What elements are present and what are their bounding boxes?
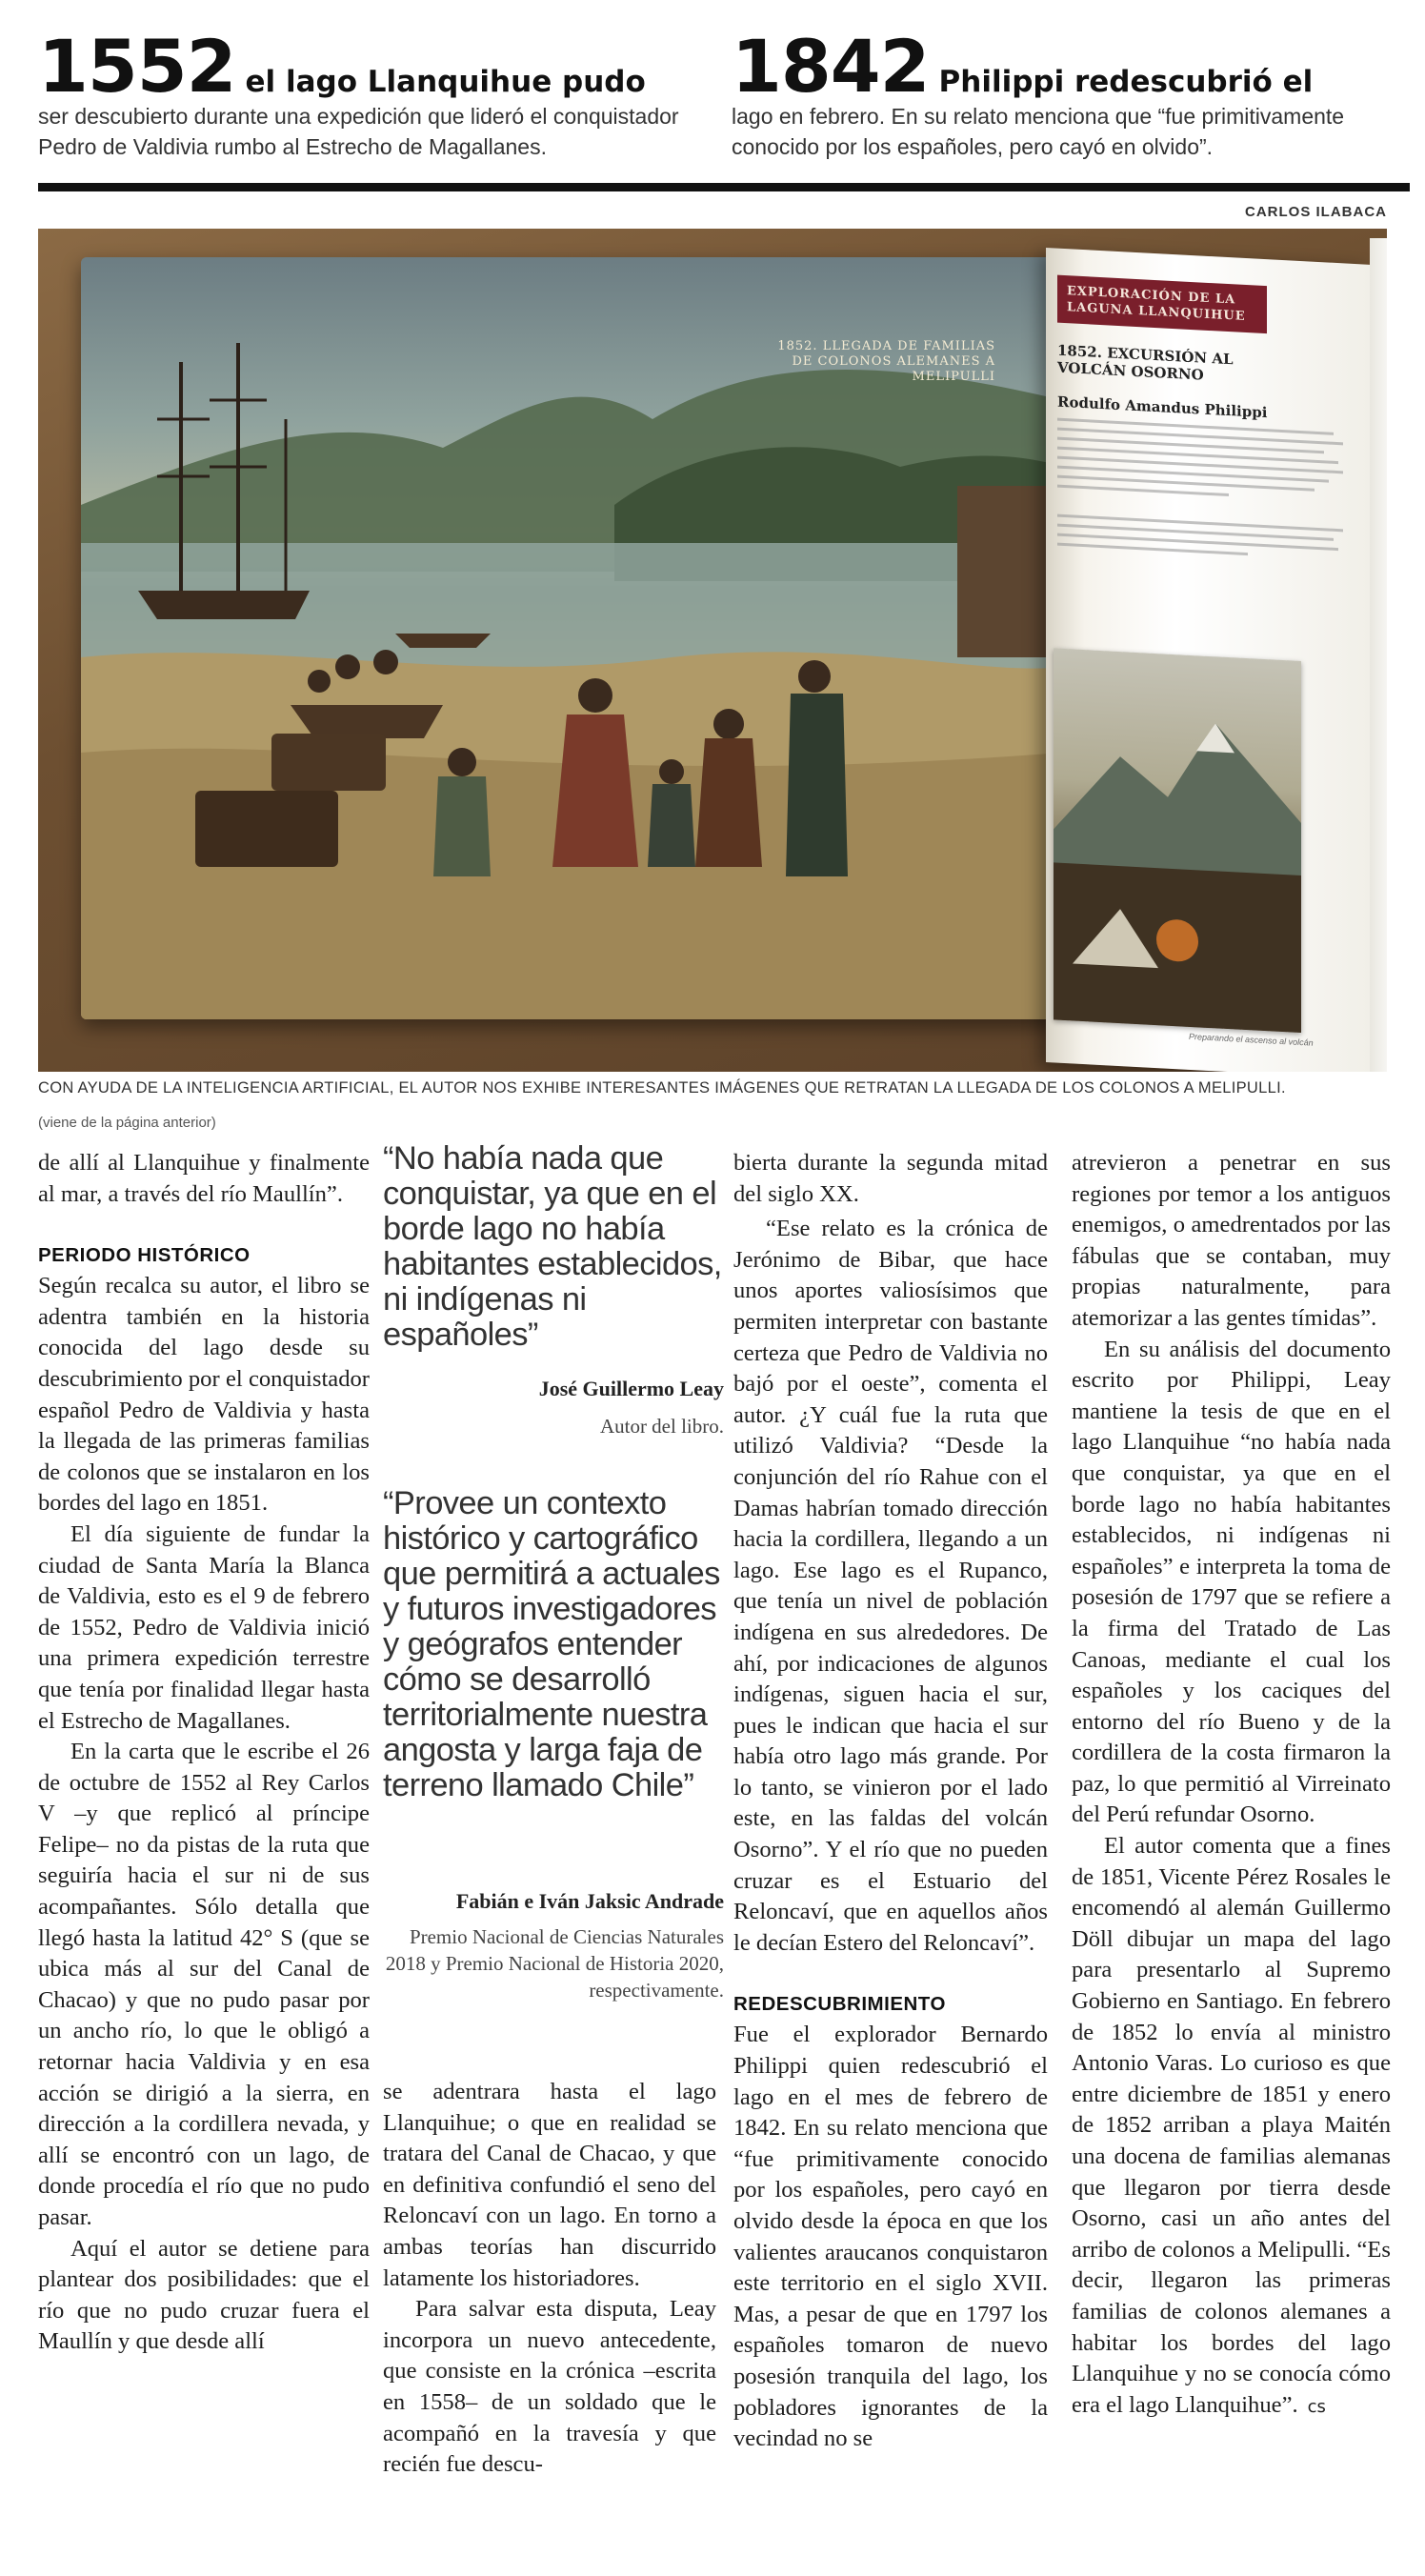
- paragraph: atrevieron a penetrar en sus regiones por temor a los antiguos enemigos, o amedrentados por las fábulas que se contaban, muy propias naturalmente, para atemorizar a las gentes tímidas”.: [1072, 1150, 1391, 1331]
- photo-credit: CARLOS ILABACA: [1245, 204, 1387, 220]
- paragraph: “Ese relato es la crónica de Jerónimo de Bibar, que hace unos aportes valiosísimos que permiten interpretar con bastante certeza que Pedro de Valdivia no bajó por el oeste”, comenta el autor. ¿Y cuál fue la ruta que utilizó Valdivia? “Desde la conjunción del río Rahue con el Damas habrían tomado dirección hacia la cordillera, llegando a un lago. Ese lago es el Rupanco, que tenía un nivel de población indígena en sus alrededores. De ahí, por indicaciones de algunos indígenas, siguen hacia el sur, pues le indican que hacia el sur había otro lago más grande. Por lo tanto, se vinieron por el lado este, en las faldas del volcán Osorno”. Y el río que no pueden cruzar es el Estuario del Reloncaví, que en aquellos años le decían Estero del Reloncaví”.: [733, 1216, 1048, 1956]
- subheading-periodo-historico: PERIODO HISTÓRICO: [38, 1244, 251, 1267]
- book-image-caption: Preparando el ascenso al volcán: [1189, 1031, 1314, 1048]
- photo: [38, 229, 1387, 1072]
- paragraph-text: El autor comenta que a fines de 1851, Vicente Pérez Rosales le encomendó al alemán Guillermo Döll dibujar un mapa del lago para presentarlo al Supremo Gobierno en Santiago. En febrero de 1852 lo envía al ministro Antonio Varas. Lo curioso es que entre diciembre de 1851 y enero de 1852 arriban a playa Maitén una docena de familias alemanas que llegaron por tierra desde Osorno, casi un año antes del arribo de colonos a Melipulli. “Es decir, llegaron las primeras familias de colonos alemanes a habitar los bordes del lago Llanquihue y no se conocía cómo era el lago Llanquihue”.: [1072, 1833, 1391, 2418]
- book-ribbon: EXPLORACIÓN DE LA LAGUNA LLANQUIHUE: [1057, 275, 1267, 334]
- quote-role: Premio Nacional de Ciencias Naturales 2018 y Premio Nacional de Historia 2020, respectivamente.: [385, 1925, 724, 2002]
- factbox-1842: [732, 24, 1389, 162]
- paragraph: se adentrara hasta el lago Llanquihue; o que en realidad se tratara del Canal de Chacao, y que en definitiva confundió el seno del Reloncaví con un lago. En torno a ambas teorías han discurrido latamente los historiadores.: [383, 2079, 716, 2291]
- paragraph: Fue el explorador Bernardo Philippi quien redescubrió el lago en el mes de febrero de 1842. En su relato menciona que “fue primitivamente conocido por los españoles, pero cayó en olvido desde la época en que los valientes araucanos conquistaron este territorio en el siglo XVII. Mas, a pesar de que en 1797 los españoles tomaron de nuevo posesión tranquila del lago, los pobladores ignorantes de la vecindad no se: [733, 2022, 1048, 2452]
- quote-role: Autor del libro.: [599, 1415, 724, 1438]
- painting-caption: 1852. LLEGADA DE FAMILIAS DE COLONOS ALEMANES A MELIPULLI: [777, 339, 995, 384]
- pull-quote-jaksic-attribution: [383, 1889, 724, 2002]
- quote-author: José Guillermo Leay: [538, 1377, 724, 1400]
- paragraph: Aquí el autor se detiene para plantear dos posibilidades: que el río que no pudo cruzar fuera el Maullín y que desde allí: [38, 2235, 370, 2355]
- paragraph: Para salvar esta disputa, Leay incorpora un nuevo antecedente, que consiste en la crónica –escrita en 1558– de un soldado que le acompañó en la travesía y que recién fue descu-: [383, 2296, 716, 2478]
- book-subheading: Rodulfo Amandus Philippi: [1057, 392, 1268, 422]
- photo-caption: CON AYUDA DE LA INTELIGENCIA ARTIFICIAL, EL AUTOR NOS EXHIBE INTERESANTES IMÁGENES QUE RETRATAN LA LLEGADA DE LOS COLONOS A MELIPULLI.: [38, 1079, 1286, 1097]
- column-1: [38, 1148, 370, 2358]
- subheading-redescubrimiento: REDESCUBRIMIENTO: [733, 1993, 946, 2016]
- factbox-text: lago en febrero. En su relato menciona que “fue primitivamente conocido por los españoles, pero cayó en olvido”.: [732, 104, 1345, 159]
- volcano-illustration: [1054, 648, 1301, 1033]
- paragraph: bierta durante la segunda mitad del siglo XX.: [733, 1150, 1048, 1207]
- book-image: [1054, 648, 1301, 1033]
- quote-author: Fabián e Iván Jaksic Andrade: [455, 1889, 724, 1913]
- paragraph: En la carta que le escribe el 26 de octubre de 1552 al Rey Carlos V –y que replicó al príncipe Felipe– no da pistas de la ruta que seguiría hacia el sur ni de sus acompañantes. Sólo detalla que llegó hasta la latitud 42° S (que se ubica más al sur del Canal de Chacao) y que no pudo pasar por un ancho río, lo que le obligó a retornar hacia Valdivia y en esa acción se dirigió a la sierra, en dirección a la cordillera nevada, y allí se encontró con un lago, de donde procedía el río que no pudo pasar.: [38, 1739, 370, 2230]
- pull-quote-leay-attribution: [383, 1377, 724, 1443]
- book-heading: 1852. EXCURSIÓN AL VOLCÁN OSORNO: [1057, 341, 1234, 384]
- column-3: [733, 1148, 1048, 2455]
- pull-quote-jaksic: “Provee un contexto histórico y cartográfico que permitirá a actuales y futuros investigadores y geógrafos entender cómo se desarrolló territorialmente nuestra angosta y larga faja de terreno llamado Chile”: [383, 1485, 720, 1803]
- book-text-lines: [1057, 418, 1343, 568]
- factbox-year: 1552: [38, 24, 236, 109]
- painting-image: [81, 257, 1062, 1019]
- paragraph: Según recalca su autor, el libro se adentra también en la historia conocida del lago desde su descubrimiento por el conquistador español Pedro de Valdivia y hasta la llegada de las primeras familias de colonos que se instalaron en los bordes del lago en 1851.: [38, 1273, 370, 1517]
- book-page: [1046, 248, 1370, 1072]
- column-2: [383, 2077, 716, 2481]
- top-rule: [38, 183, 1410, 191]
- paragraph: [1072, 1831, 1391, 2423]
- continued-note: (viene de la página anterior): [38, 1115, 216, 1131]
- factbox-year: 1842: [732, 24, 930, 109]
- factbox-lead: el lago Llanquihue pudo: [245, 65, 646, 99]
- column-4: [1072, 1148, 1391, 2423]
- factbox-lead: Philippi redescubrió el: [938, 65, 1314, 99]
- factbox-text: ser descubierto durante una expedición que lideró el conquistador Pedro de Valdivia rumbo al Estrecho de Magallanes.: [38, 104, 679, 159]
- end-mark-icon: cs: [1307, 2396, 1326, 2417]
- pull-quote-leay: “No había nada que conquistar, ya que en el borde lago no había habitantes establecidos, ni indígenas ni españoles”: [383, 1140, 722, 1353]
- book-next-page: [1370, 238, 1387, 1072]
- paragraph: En su análisis del documento escrito por Philippi, Leay mantiene la tesis de que en el lago Llanquihue “no había nada que conquistar, ya que en el borde lago no había habitantes establecidos, ni indígenas ni españoles” e interpreta la toma de posesión de 1797 que se refiere a la firma del Tratado de Las Canoas, mediante el cual los españoles y los caciques del entorno del río Bueno y de la cordillera de la costa firmaron la paz, lo que permitió al Virreinato del Perú refundar Osorno.: [1072, 1336, 1391, 1828]
- paragraph: El día siguiente de fundar la ciudad de Santa María la Blanca de Valdivia, esto es el 9 de febrero de 1552, Pedro de Valdivia inició una primera expedición terrestre que tenía por finalidad llegar hasta el Estrecho de Magallanes.: [38, 1520, 370, 1734]
- factbox-1552: [38, 24, 695, 162]
- paragraph: de allí al Llanquihue y finalmente al mar, a través del río Maullín”.: [38, 1150, 370, 1207]
